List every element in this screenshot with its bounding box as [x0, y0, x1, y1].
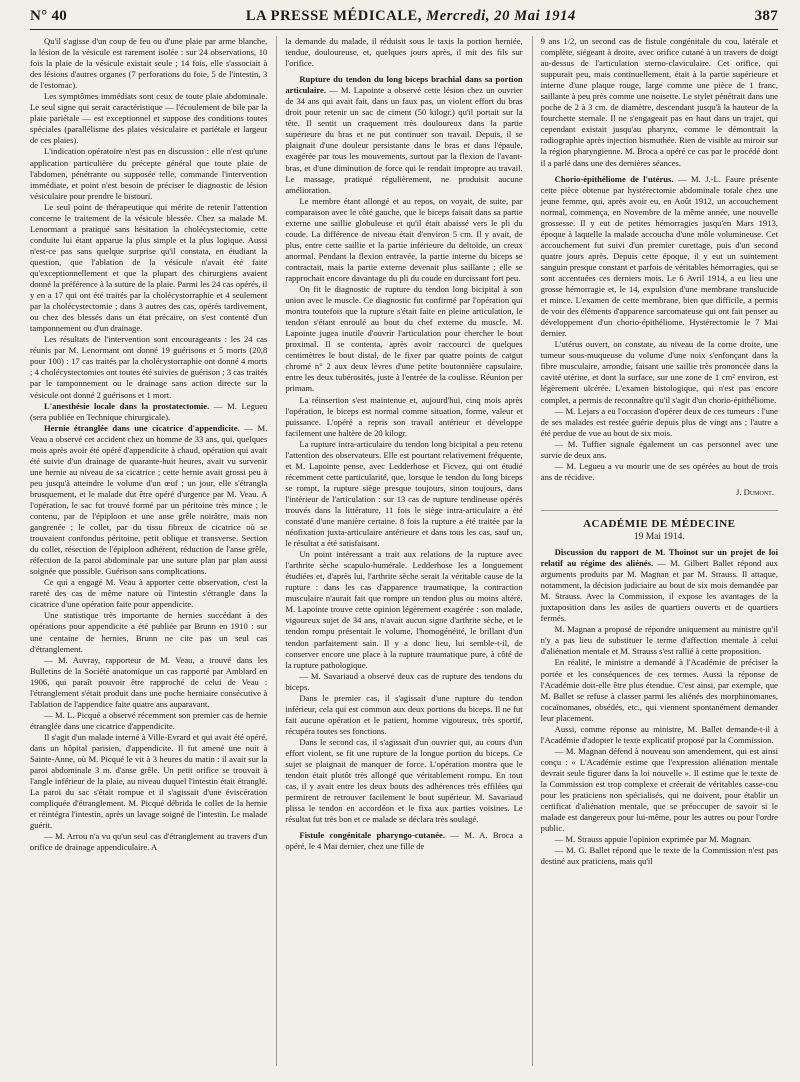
- column-2: [276, 36, 522, 1066]
- section-heading: Discussion du rapport de M. Thoinot sur un projet de loi relatif au régime des aliénés.: [540, 547, 778, 569]
- page-number: 387: [754, 8, 778, 24]
- paragraph: L'utérus ouvert, on constate, au niveau de la corne droite, une tumeur sous-muqueuse du volume d'une noix s'enfonçant dans la fibre musculaire, arrondie, faisant une saillie très prononcée dans la cavité utérine, et dont la surface, sur une zone de 1 cm² environ, est légèrement ulcérée. L'examen histologique, qui n'est pas encore complet, a permis de reconnaître qu'il s'agit d'un chorio-épithéliome.: [540, 339, 778, 405]
- paragraph: Le seul point de thérapeutique qui mérite de retenir l'attention concerne le traitement de la vésicule blessée. Chez sa malade M. Lenormant a pratiqué sans hésitation la cholécystectomie, cette conduite lui étant apparue la plus simple et la plus logique. Aussi n'est-ce pas sans quelque surprise qu'il constata, en étudiant la question, que l'ablation de la vésicule n'avait été faite qu'exceptionnellement et que la plupart des chirurgiens avaient donné la préférence à la suture de la plaie. Parmi les 24 cas opérés, il y en a 17 qui ont été traités par la cholécystorraphie et 4 seulement par la cholécystectomie ; dans 3 autres des cas, opérés tardivement, ou chez des blessés dans un état précaire, on s'est contenté d'un tamponnement ou d'un drainage.: [30, 201, 268, 334]
- section-heading: L'anesthésie locale dans la prostatectomie.: [44, 400, 210, 411]
- section-text: — M. J.-L. Faure présente cette pièce obtenue par hystérectomie abdominale totale chez une jeune femme, qui, après avoir eu, en Août 1912, un accouchement normal, commença, en Novembre de la même année, une nouvelle grossesse. Il y eut de petites hémorragies jusqu'en Mars 1913, époque à laquelle la malade accoucha d'une môle volumineuse. Cet accouchement fut suivi d'un premier curettage, puis d'un second quatre jours après. Depuis cette époque, il y eut un suintement sanguin presque constant et parfois de véritables hémorragies, qui se sont accentuées ces derniers mois. Le 6 Avril 1914, a eu lieu une grosse hémorragie et, le 14, expulsion d'une membrane translucide et mince. L'examen de cette membrane, bien que difficile, a permis de voir des éléments d'apparence sarcomateuse qui ont fait penser au développement d'un chorio-épithéliome. Hystérectomie le 7 Mai dernier.: [540, 173, 778, 339]
- paragraph: Une statistique très importante de hernies succédant à des opérations pour appendicite a été publiée par Brunn en 1910 : sur une centaine de hernies, Brunn ne cite pas un seul cas d'étranglement.: [30, 610, 268, 654]
- paragraph: Le membre étant allongé et au repos, on voyait, de suite, par comparaison avec le côté gauche, que le biceps faisait dans sa partie externe une saillie globuleuse et qu'il était abaissé vers le pli du coude. La différence de niveau était d'environ 5 cm. Il y avait, de plus, entre cette saillie et la partie inférieure du deltoïde, un creux anormal. Pendant la flexion entravée, la partie interne du biceps se contractait, mais la partie externe devenait plus saillante ; elle se rapprochait encore davantage du pli du coude en durcissant fort peu.: [285, 195, 523, 283]
- paragraph: Dans le premier cas, il s'agissait d'une rupture du tendon inférieur, cela qui est commun aux deux portions du biceps. Il ne fut fait aucune opération et le patient, homme vigoureux, très sportif, récupéra toutes ses fonctions.: [285, 692, 523, 736]
- paragraph: Il s'agit d'un malade interné à Ville-Evrard et qui avait été opéré, dans un hôpital parisien, d'appendicite. Il fut amené une nuit à Sainte-Anne, où M. Picqué le vit à 3 heures du matin : il avait sur la paroi abdominale 3 m. d'anse grêle. Un petit orifice se trouvait à l'angle inférieur de la plaie, au niveau duquel l'intestin était étranglé. La paroi du sac s'était rompue et il s'agissait d'une éviscération compliquée d'étranglement. M. Picqué débrida le collet de la hernie et réintégra l'intestin, après un lavage soigné de l'intestin. Le malade guérit.: [30, 731, 268, 831]
- paragraph: — M. Auvray, rapporteur de M. Veau, a trouvé dans les Bulletins de la Société anatomique un cas rapporté par Amblard en 1906, qui paraît pouvoir être rapproché de celui de Veau : l'étranglement s'était produit dans une poche herniaire consécutive à l'ablation de l'appendice faite quatre ans auparavant.: [30, 654, 268, 709]
- paragraph: 9 ans 1/2, un second cas de fistule congénitale du cou, latérale et complète, siégeant à droite, avec orifice cutané à un travers de doigt au-dessus de l'articulation sterno-claviculaire. Cet orifice, qui suppurait peu, mais continuellement, était à la partie supérieure et interne d'une plaque rouge, large comme une pièce de 1 franc, saillante à peu près comme une noisette. Le stylet pénétrait dans une poche de 2 à 3 cm. de diamètre, descendant jusqu'à la hauteur de la fourchette sternale. Il ne s'engageait pas en haut dans un trajet, qui cependant existait jusqu'au pharynx, comme le démontrait la radiographie après injection bismuthée. Rien de visible au miroir sur la région pharyngienne. M. Broca a opéré ce cas par le procédé dont il a parlé dans une des dernières séances.: [540, 36, 778, 168]
- journal-name: LA PRESSE MÉDICALE,: [245, 8, 423, 24]
- paragraph: Dans le second cas, il s'agissait d'un ouvrier qui, au cours d'un effort violent, se fit une rupture de la longue portion du biceps. Ce sujet se plaignait de manquer de force. L'opération montra que le tendon était plutôt très allongé que véritablement rompu. En tout cas, il y avait entre les deux bouts des adhérences très effilées qui permirent de retrouver facilement le bout supérieur. M. Savariaud plissa le tendon en accordéon et le fixa aux parties voisines. Le résultat fut très bon et ce malade se déclara très soulagé.: [285, 736, 523, 825]
- section-text: — M. Veau a observé cet accident chez un homme de 33 ans, qui, quelques mois après avoir été opéré d'appendicite à chaud, opération qui avait été suivie d'un drainage de quarante-huit heures, avait vu survenir une hernie au niveau de sa cicatrice ; cette hernie avait grossi peu à peu jusqu'à atteindre le volume d'un œuf ; un jour, elle s'étrangla brusquement, et le malade dut être opéré d'urgence par M. Veau. A l'opération, le sac fut trouvé formé par un péritoine très mince ; le contenu, par de l'épiploon et une anse grêle noirâtre, mais non gangrenée ; le collet, par du tissu fibreux de cicatrice où se trouvaient confondus péritoine, petit oblique et transverse. Section du collet, résection de l'épiploon adhérent, réduction de l'anse grêle, réfection de la paroi abdominale par une suture plan par plan aussi soignée que possible. Guérison sans complications.: [30, 422, 268, 577]
- paragraph: Un point intéressant a trait aux relations de la rupture avec l'arthrite sèche scapulo-humérale. Ledderhose les a longuement étudiées et, d'après lui, l'arthrite sèche serait la véritable cause de la rupture : dans les cas d'apparence traumatique, la contraction musculaire n'aurait fait que rompre un tendon plus ou moins altéré. M. Lapointe trouve cette opinion légèrement exagérée : son malade, vigoureux sujet de 34 ans, n'avait aucun signe d'arthrite sèche, et le tendon rompu présentait le volume, l'homogénéité, le brillant d'un tendon parfaitement sain. Il y a donc lieu, lui semble-t-il, de conserver encore une place à la rupture traumatique pure, à côté de la rupture pathologique.: [285, 549, 523, 670]
- paragraph: L'indication opératoire n'est pas en discussion : elle n'est qu'une application particulière du précepte général que toute plaie de l'abdomen, pénétrante ou supposée telle, commande l'intervention immédiate, et point n'est besoin de préciser le diagnostic de lésion vésiculaire pour prendre le bistouri.: [30, 146, 268, 201]
- section-heading: Rupture du tendon du long biceps brachial dans sa portion articulaire.: [285, 74, 523, 96]
- paragraph: Les résultats de l'intervention sont encourageants : les 24 cas réunis par M. Lenormant ont donné 19 guérisons et 5 morts (20,8 pour 100) : 17 cas traités par la cholécystorraphie ont donné 4 morts ; 4 cholécystectomies ont toutes été suivies de guérison ; 3 cas traités par le tamponnement ou le drainage sans action directe sur la vésicule ont donné 2 guérisons et 1 mort.: [30, 334, 268, 400]
- section-date: 19 Mai 1914.: [633, 531, 685, 542]
- column-3: [532, 36, 778, 1066]
- paragraph: Ce qui a engagé M. Veau à apporter cette observation, c'est la rareté des cas de même nature où l'intestin s'étrangle dans la cicatrice d'une opération faite pour appendicite.: [30, 577, 268, 610]
- article-columns: [30, 36, 778, 1066]
- section-text: — M. Legueu (sera publiée en Technique chirurgicale).: [30, 400, 268, 422]
- paragraph: — M. Arrou n'a vu qu'un seul cas d'étranglement au travers d'un orifice de drainage appendiculaire. A: [30, 831, 268, 853]
- paragraph: M. Magnan a proposé de répondre uniquement au ministre qu'il n'y a pas lieu de substituer le terme d'affection mentale à celui d'aliénation mentale et M. Strauss s'est rallié à cette proposition.: [540, 624, 778, 657]
- journal-title: [246, 8, 576, 25]
- paragraph: la demande du malade, il réduisit sous le taxis la portion herniée, tendue, douloureuse, et, quelques jours après, il mit des fils sur l'orifice.: [285, 36, 523, 69]
- paragraph: En réalité, le ministre a demandé à l'Académie de préciser la portée et les conséquences de ces termes. Aussi la réponse de l'Académie doit-elle être plus étendue. C'est ainsi, par exemple, que M. Ballet se refuse à classer parmi les aliénés des morphinomanes, cocaïnomanes, obsédés, etc., qui viennent spontanément demander leur placement.: [540, 657, 778, 723]
- section-text: — M. Gilbert Ballet répond aux arguments produits par M. Magnan et par M. Strauss. Il attaque, notamment, la décision judiciaire au bout de six mois demandée par M. Strauss. Avec la Commission, il expose les avantages de la juxtaposition dans les asiles de quartiers ouverts et de quartiers fermés.: [540, 558, 778, 624]
- author-signature: J. Dumont.: [735, 486, 774, 497]
- paragraph: — M. L. Picqué a observé récemment son premier cas de hernie étranglée dans une cicatrice d'appendicite.: [30, 709, 268, 731]
- page-header: [30, 8, 778, 30]
- paragraph: Aussi, comme réponse au ministre, M. Ballet demande-t-il à l'Académie d'adopter le texte explicatif proposé par la Commission.: [540, 723, 778, 745]
- section-heading: Hernie étranglée dans une cicatrice d'appendicite.: [44, 422, 240, 433]
- issue-number: N° 40: [30, 8, 68, 24]
- paragraph: — M. Tuffier signale également un cas personnel avec une survie de deux ans.: [540, 438, 778, 460]
- paragraph: — M. Lejars a eu l'occasion d'opérer deux de ces tumeurs : l'une de ses malades est restée guérie depuis plus de vingt ans ; l'autre a été perdue de vue au bout de six mois.: [540, 405, 778, 438]
- paragraph: — M. Legueu a vu mourir une de ses opérées au bout de trois ans de récidive.: [540, 460, 778, 482]
- paragraph: — M. Strauss appuie l'opinion exprimée par M. Magnan.: [554, 834, 752, 845]
- section-title-academie: ACADÉMIE DE MÉDECINE: [541, 510, 778, 530]
- paragraph: — M. Savariaud a observé deux cas de rupture des tendons du biceps.: [285, 670, 523, 692]
- paragraph: On fit le diagnostic de rupture du tendon long bicipital à son union avec le muscle. Ce diagnostic fut confirmé par l'opération qui montra toutefois que la rupture s'était faite en pleine articulation, le tendon s'étant enroulé au bout du chef externe du muscle. M. Lapointe jugea inutile d'ouvrir l'articulation pour chercher le bout proximal. Il se contenta, après avoir raccourci de quelques centimètres le bout distal, de le fixer par quatre points de catgut chromé n° 2 aux deux lèvres d'une petite boutonnière capsulaire, entre les deux tubérosités, juste à l'entrée de la coulisse. Réunion per primam.: [285, 284, 523, 394]
- section-heading: Chorio-épithéliome de l'utérus.: [554, 173, 674, 184]
- paragraph: La réinsertion s'est maintenue et, aujourd'hui, cinq mois après l'opération, le biceps est normal comme situation, forme, valeur et puissance. L'opéré a repris son travail antérieur et développe facilement une haltère de 20 kilogr.: [285, 394, 523, 438]
- paragraph: Les symptômes immédiats sont ceux de toute plaie abdominale. Le seul signe qui serait caractéristique — l'écoulement de bile par la plaie pariétale — est exceptionnel et suppose des conditions toutes spéciales (parallélisme des plaies vésiculaire et pariétale et largeur de ces plaies).: [30, 91, 268, 146]
- paragraph: — M. Magnan défend à nouveau son amendement, qui est ainsi conçu : « L'Académie estime que l'expression aliénation mentale devrait seule figurer dans la loi nouvelle ». Il estime que le texte de la Commission est trop complexe et créerait de véritables casse-cou pour les praticiens non spécialisés, qui ne doivent, pour établir un certificat d'aliénation mentale, que se préoccuper de savoir si le malade est dangereux pour lui-même, pour les autres ou pour l'ordre public.: [540, 745, 778, 834]
- section-fistule: [285, 830, 522, 852]
- section-heading: Fistule congénitale pharyngo-cutanée.: [299, 830, 446, 841]
- section-discussion: [541, 547, 778, 624]
- section-rupture-biceps: [285, 74, 522, 196]
- paragraph: Qu'il s'agisse d'un coup de feu ou d'une plaie par arme blanche, la lésion de la vésicule est rarement isolée : sur 24 observations, 10 fois la plaie de la vésicule existait seule ; 14 fois, elle s'associait à des lésions d'autres organes (7 perforations du foie, 5 de l'intestin, 3 de l'estomac).: [30, 36, 268, 91]
- paragraph: La rupture intra-articulaire du tendon long bicipital a peu retenu l'attention des observateurs. Elle est pourtant relativement fréquente, et M. Lapointe pense, avec Ledderhose et Ficvez, qui ont étudié récemment cette particularité, que, lorsque le tendon du long biceps se rompt, la rupture siège presque toujours, sinon toujours, dans l'intérieur de l'articulation : sur 13 cas de rupture tendineuse opérés trouvés dans la littérature, 11 fois le siège intra-articulaire a été constaté d'une manière certaine. 8 fois la rupture a été traitée par la néofixation juxta-articulaire antérieure et dans tous les cas, sauf un, le résultat a été satisfaisant.: [285, 438, 523, 549]
- issue-date: Mercredi, 20 Mai 1914: [426, 8, 576, 24]
- section-text: — M. Lapointe a observé cette lésion chez un ouvrier de 34 ans qui avait fait, dans un faux pas, un violent effort du bras droit pour retenir un sac de ciment (50 kilogr.) qu'il portait sur la tête. Il sentit un craquement très douloureux dans la partie supérieure du bras et ne put continuer son travail. Depuis, il se plaignait d'une douleur persistante dans le bras et dans l'épaule, exagérée par tous les mouvements, surtout par la flexion de l'avant-bras, et d'une diminution de force qui le rendait impropre au travail. Le massage, pratiqué régulièrement, ne produisit aucune amélioration.: [285, 85, 523, 195]
- section-hernie: [30, 423, 267, 578]
- section-text: — M. A. Broca a opéré, le 4 Mai dernier, chez une fille de: [285, 830, 523, 852]
- column-1: [30, 36, 267, 1066]
- section-chorio: [541, 174, 778, 340]
- section-anesthesie: [30, 401, 267, 423]
- paragraph: — M. G. Ballet répond que le texte de la Commission n'est pas destiné aux praticiens, mais qu'il: [540, 845, 778, 867]
